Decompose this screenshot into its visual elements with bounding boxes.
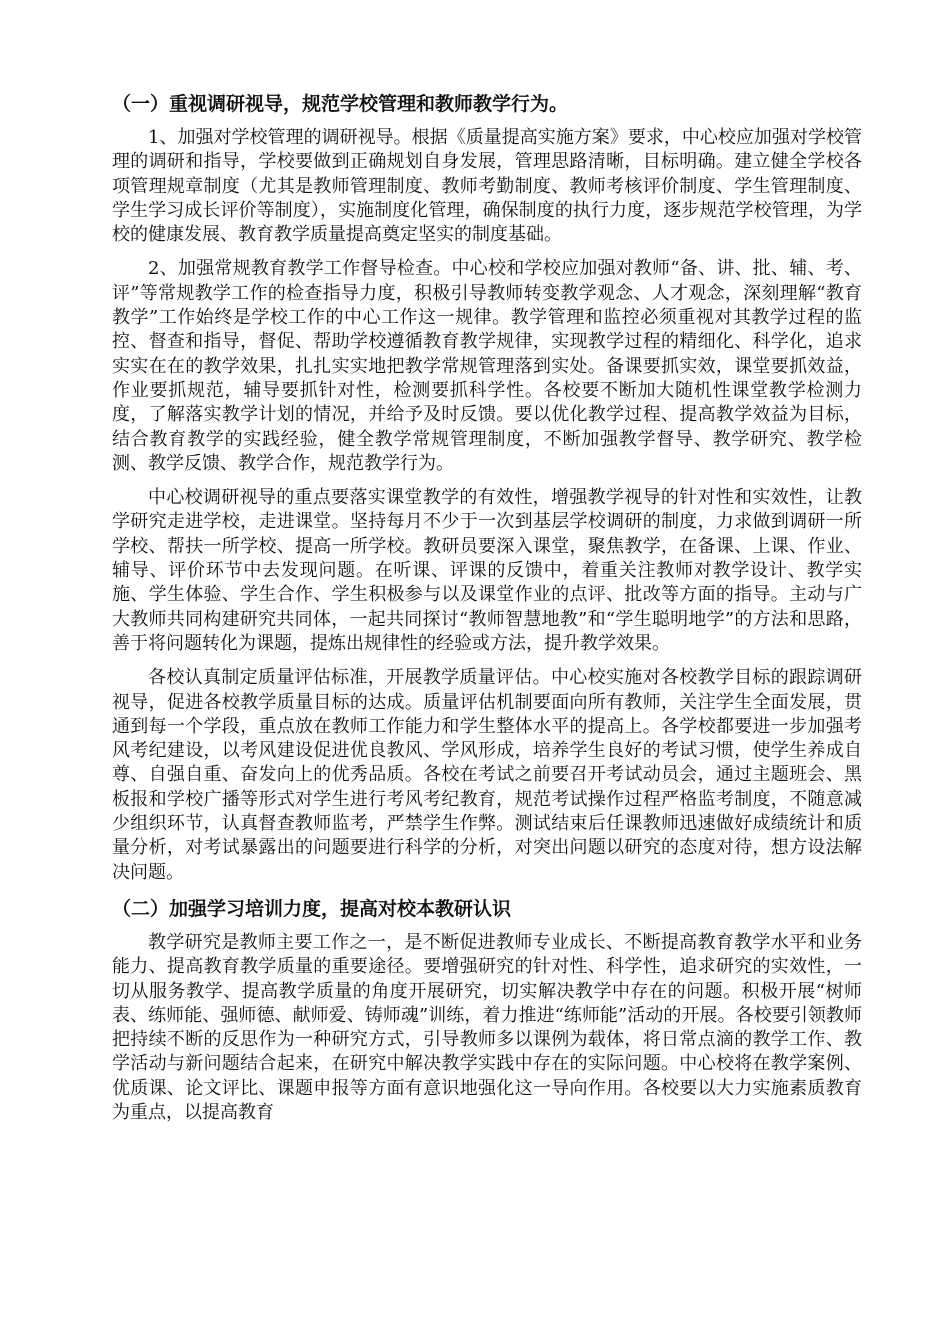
paragraph-routine-supervision: 2、加强常规教育教学工作督导检查。中心校和学校应加强对教师“备、讲、批、辅、考、评”等常规教学工作的检查指导力度，积极引导教师转变教学观念、人才观念，深刻理解“教育教学”工作始终是学校工作的中心工作这一规律。教学管理和监控必须重视对其教学过程的监控、督查和指导，督促、帮助学校遵循教育教学规律，实现教学过程的精细化、科学化，追求实实在在的教学效果，扎扎实实地把教学常规管理落到实处。备课要抓实效，课堂要抓效益，作业要抓规范，辅导要抓针对性，检测要抓科学性。各校要不断加大随机性课堂教学检测力度，了解落实教学计划的情况，并给予及时反馈。要以优化教学过程、提高教学效益为目标，结合教育教学的实践经验，健全教学常规管理制度，不断加强教学督导、教学研究、教学检测、教学反馈、教学合作，规范教学行为。 — [112, 258, 862, 474]
paragraph-quality-assessment: 各校认真制定质量评估标准，开展教学质量评估。中心校实施对各校教学目标的跟踪调研视导，促进各校教学质量目标的达成。质量评估机制要面向所有教师，关注学生全面发展，贯通到每一个学段，重点放在教师工作能力和学生整体水平的提高上。各学校都要进一步加强考风考纪建设，以考风建设促进优良教风、学风形成，培养学生良好的考试习惯，使学生养成自尊、自强自重、奋发向上的优秀品质。各校在考试之前要召开考试动员会，通过主题班会、黑板报和学校广播等形式对学生进行考风考纪教育，规范考试操作过程严格监考制度，不随意减少组织环节，认真督查教师监考，严禁学生作弊。测试结束后任课教师迅速做好成绩统计和质量分析，对考试暴露出的问题要进行科学的分析，对突出问题以研究的态度对待，想方设法解决问题。 — [112, 667, 862, 883]
paragraph-research-guidance: 中心校调研视导的重点要落实课堂教学的有效性，增强教学视导的针对性和实效性，让教学研究走进学校，走进课堂。坚持每月不少于一次到基层学校调研的制度，力求做到调研一所学校、帮扶一所学校、提高一所学校。教研员要深入课堂，聚焦教学，在备课、上课、作业、辅导、评价环节中去发现问题。在听课、评课的反馈中，着重关注教师对教学设计、教学实施、学生体验、学生合作、学生积极参与以及课堂作业的点评、批改等方面的指导。主动与广大教师共同构建研究共同体，一起共同探讨“教师智慧地教”和“学生聪明地学”的方法和思路，善于将问题转化为课题，提炼出规律性的经验或方法，提升教学效果。 — [112, 487, 862, 654]
document-page — [112, 90, 862, 1135]
section-heading-1: （一）重视调研视导，规范学校管理和教师教学行为。 — [112, 93, 569, 115]
paragraph-teaching-research: 教学研究是教师主要工作之一，是不断促进教师专业成长、不断提高教育教学水平和业务能力、提高教育教学质量的重要途径。要增强研究的针对性、科学性，追求研究的实效性，一切从服务教学、提高教学质量的角度开展研究，切实解决教学中存在的问题。积极开展“树师表、练师能、强师德、献师爱、铸师魂”训练，着力推进“练师能”活动的开展。各校要引领教师把持续不断的反思作为一种研究方式，引导教师多以课例为载体，将日常点滴的教学工作、教学活动与新问题结合起来，在研究中解决教学实践中存在的实际问题。中心校将在教学案例、优质课、论文评比、课题申报等方面有意识地强化这一导向作用。各校要以大力实施素质教育为重点，以提高教育 — [112, 931, 862, 1123]
paragraph-school-management: 1、加强对学校管理的调研视导。根据《质量提高实施方案》要求，中心校应加强对学校管理的调研和指导，学校要做到正确规划自身发展，管理思路清晰，目标明确。建立健全学校各项管理规章制度（尤其是教师管理制度、教师考勤制度、教师考核评价制度、学生管理制度、学生学习成长评价等制度），实施制度化管理，确保制度的执行力度，逐步规范学校管理，为学校的健康发展、教育教学质量提高奠定坚实的制度基础。 — [112, 127, 862, 246]
section-heading-2: （二）加强学习培训力度，提高对校本教研认识 — [112, 897, 512, 920]
